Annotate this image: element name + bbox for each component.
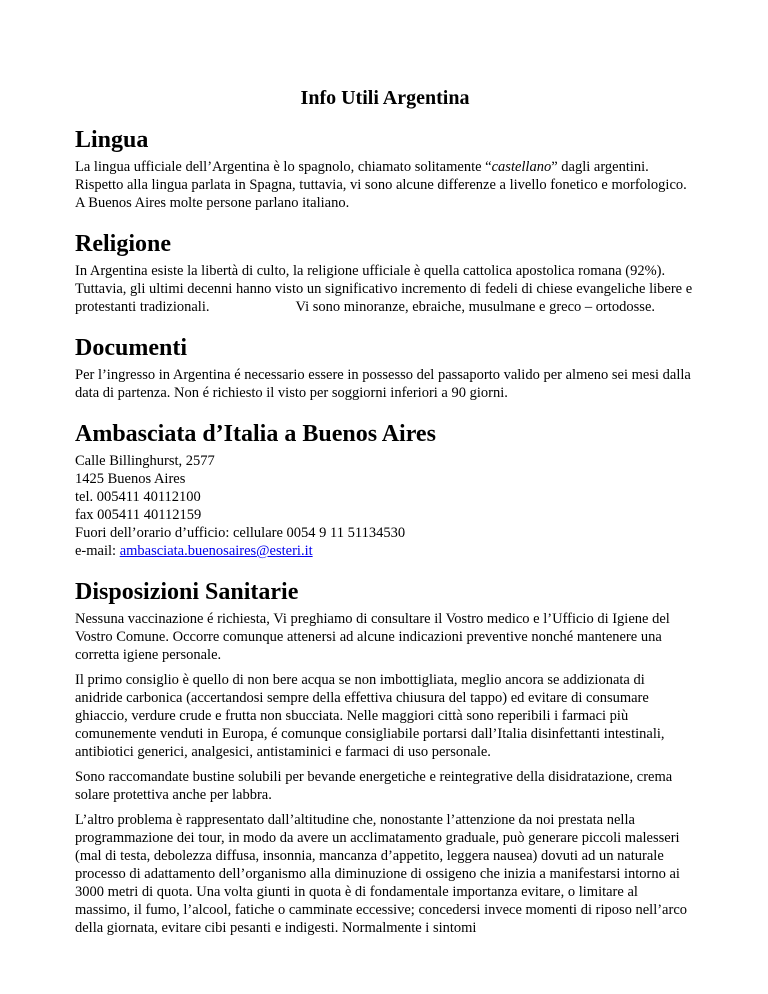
heading-ambasciata: Ambasciata d’Italia a Buenos Aires (75, 421, 436, 447)
address-line: Calle Billinghurst, 2577 (75, 453, 215, 469)
paragraph-religione (75, 262, 695, 316)
section-sanitarie (75, 578, 695, 937)
paragraph-documenti: Per l’ingresso in Argentina é necessario essere in possesso del passaporto valido per almeno sei mesi dalla data di partenza. Non é richiesto il visto per soggiorni inferiori a 90 giorni. (75, 367, 691, 401)
document-content (75, 126, 695, 955)
heading-lingua: Lingua (75, 127, 149, 153)
section-lingua (75, 126, 695, 212)
heading-documenti: Documenti (75, 335, 187, 361)
address-line: tel. 005411 40112100 (75, 489, 201, 505)
paragraph-sanitarie: Nessuna vaccinazione é richiesta, Vi preghiamo di consultare il Vostro medico e l’Ufficio di Igiene del Vostro Comune. Occorre comunque attenersi ad alcune indicazioni preventive nonché mantenere una corretta igiene personale. (75, 611, 670, 663)
ambasciata-address (75, 452, 695, 560)
religione-text-part1: In Argentina esiste la libertà di culto, la religione ufficiale è quella cattolica apostolica romana (92%). Tuttavia, gli ultimi decenni hanno visto un significativo incremento di fedeli di chiese evangeliche libere e protestanti tradizionali. (75, 263, 693, 315)
paragraph-sanitarie: Il primo consiglio è quello di non bere acqua se non imbottigliata, meglio ancora se addizionata di anidride carbonica (accertandosi sempre della effettiva chiusura del tappo) ed evitare di consumare ghiaccio, verdure crude e frutta non sbucciata. Nelle maggiori città sono reperibili i farmaci più comunemente venduti in Europa, é comunque consigliabile portarsi dall’Italia disinfettanti intestinali, antibiotici generici, analgesici, antistaminici e farmaci di uso personale. (75, 672, 665, 760)
section-documenti (75, 334, 695, 402)
paragraph-lingua (75, 158, 695, 212)
lingua-text-after: ” dagli argentini. Rispetto alla lingua parlata in Spagna, tuttavia, vi sono alcune differenze a livello fonetico e morfologico. A Buenos Aires molte persone parlano italiano. (75, 159, 687, 211)
address-line: Fuori dell’orario d’ufficio: cellulare 0054 9 11 51134530 (75, 525, 406, 541)
email-label: e-mail: (75, 543, 120, 559)
address-line: fax 005411 40112159 (75, 507, 202, 523)
email-line (75, 542, 695, 560)
heading-sanitarie: Disposizioni Sanitarie (75, 579, 299, 605)
paragraph-sanitarie: L’altro problema è rappresentato dall’altitudine che, nonostante l’attenzione da noi prestata nella programmazione dei tour, in modo da avere un acclimatamento graduale, può generare piccoli malesseri (mal di testa, debolezza diffusa, insonnia, mancanza d’appetito, leggera nausea) dovuti ad un naturale processo di adattamento dell’organismo alla diminuzione di ossigeno che inizia a manifestarsi intorno ai 3000 metri di quota. Una volta giunti in quota è di fondamentale importanza evitare, o limitare al massimo, il fumo, l’alcool, fatiche o camminate eccessive; concedersi invece momenti di riposo nell’arco della giornata, evitare cibi pesanti e indigesti. Normalmente i sintomi (75, 812, 688, 936)
email-link[interactable]: ambasciata.buenosaires@esteri.it (119, 543, 313, 559)
address-line: 1425 Buenos Aires (75, 471, 186, 487)
religione-text-part2: Vi sono minoranze, ebraiche, musulmane e greco – ortodosse. (295, 299, 656, 315)
section-ambasciata (75, 420, 695, 560)
document-title: Info Utili Argentina (300, 87, 470, 109)
lingua-text-before: La lingua ufficiale dell’Argentina è lo spagnolo, chiamato solitamente “ (75, 159, 492, 175)
heading-religione: Religione (75, 231, 171, 257)
lingua-text-italic: castellano (491, 159, 552, 175)
section-religione (75, 230, 695, 316)
paragraph-sanitarie: Sono raccomandate bustine solubili per bevande energetiche e reintegrative della disidratazione, crema solare protettiva anche per labbra. (75, 769, 673, 803)
